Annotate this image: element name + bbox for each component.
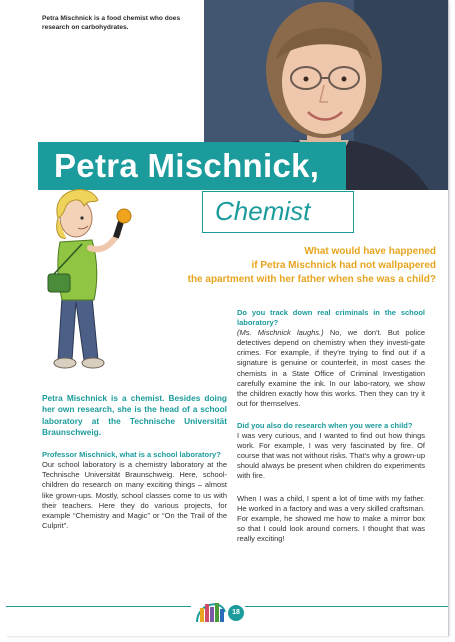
answer-criminals: [237, 328, 425, 409]
intro-paragraph: Petra Mischnick is a chemist. Besides doing her own research, she is the head of a school laboratory at the Technische Universität Braunschweig.: [42, 393, 227, 437]
headline-question: [116, 245, 436, 287]
stage-direction: (Ms. Mischnick laughs.): [237, 328, 324, 338]
right-column: [237, 308, 425, 548]
answer-school-lab: Our school laboratory is a chemistry laboratory at the Technische Universität Braunschweig. Here, school-children do research on many exciting things – almost like grown-ups. Mostly, school classes come to us with their teachers. Here they do various projects, for example “Chemistry and Magic” or “On the Trail of the Culprit”.: [42, 460, 227, 530]
answer-criminals-text: No, we don't. But police detectives depend on chemistry when they investi-gate crimes. For example, if they're trying to find out if a signature is genuine or counterfeit, in most cases the chemists in a State Office of Criminal Investigation carefully examine the ink. In our labo-ratory, we show the children exactly how this works. Then they can try it out for themselves.: [237, 328, 425, 408]
headline-line-1: What would have happened: [304, 246, 436, 257]
name-banner: Petra Mischnick,: [38, 142, 346, 190]
document-page: [6, 0, 449, 636]
role-banner: Chemist: [202, 191, 354, 233]
question-school-lab: Professor Mischnick, what is a school laboratory?: [42, 450, 221, 460]
headline-line-3: the apartment with her father when she was a child?: [187, 274, 436, 285]
page-number-badge: 18: [228, 605, 244, 621]
headline-line-2: if Petra Mischnick had not wallpapered: [251, 260, 436, 271]
answer-childhood-research: I was very curious, and I wanted to find out how things work. For example, I was very fascinated by fire. Of course that was not without risks. That's why a grown-up should always be present when children do experiments with fire.: [237, 431, 425, 481]
left-column: [42, 393, 227, 535]
question-criminals: Do you track down real criminals in the school laboratory?: [237, 308, 425, 328]
photo-caption: Petra Mischnick is a food chemist who does research on carbohydrates.: [42, 15, 181, 31]
answer-father: When I was a child, I spent a lot of time with my father. He worked in a factory and was a very skilled craftsman. For example, he showed me how to make a mirror box so that I could look around corners. I thought that was really exciting!: [237, 493, 425, 543]
question-childhood-research: Did you also do research when you were a child?: [237, 420, 413, 430]
